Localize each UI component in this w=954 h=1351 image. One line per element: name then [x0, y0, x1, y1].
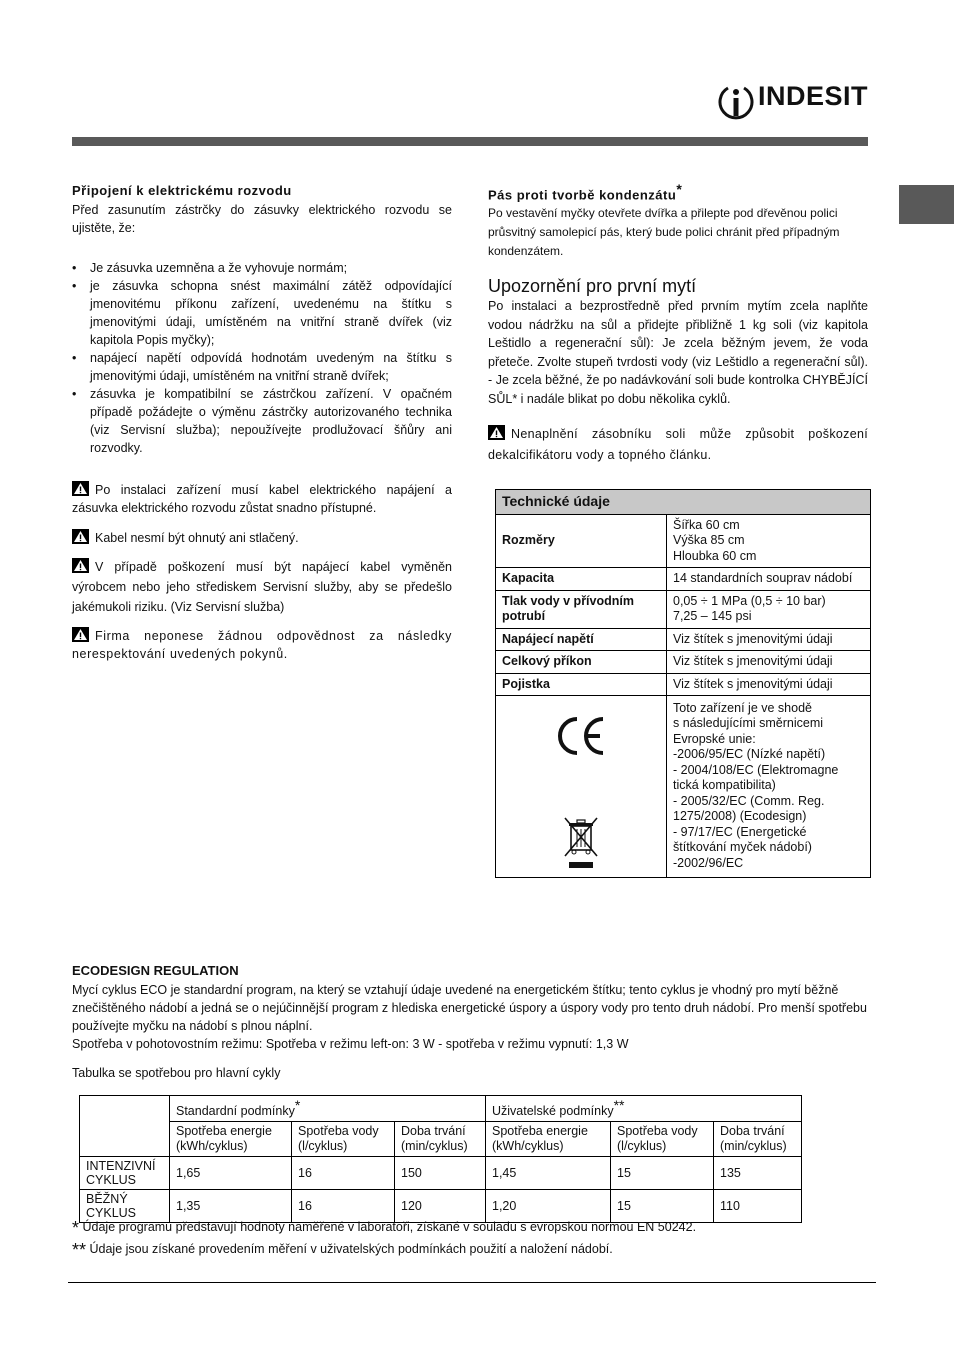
electrical-connection-section [72, 182, 452, 237]
strip-text: Po vestavění myčky otevřete dvířka a přilepte pod dřevěnou polici průsvitný samolepicí pás, který bude polici chránit před případným kondenzátem. [488, 206, 840, 259]
table-row [496, 651, 871, 674]
list-item: • napájecí napětí odpovídá hodnotám uvedeným na štítku s jmenovitými údaji, umístěném na vnitřní straně dvířek; [72, 349, 452, 385]
section-heading: Připojení k elektrickému rozvodu [72, 183, 292, 198]
row-label: Celkový příkon [496, 651, 667, 674]
table-cell: 15 [611, 1157, 714, 1190]
warning-icon [488, 425, 505, 440]
row-label: INTENZIVNÍ CYKLUS [80, 1157, 170, 1190]
eco-text: Mycí cyklus ECO je standardní program, na který se vztahují údaje uvedené na energetickém štítku; tento cyklus je vhodný pro mytí běžně znečištěného nádobí a jedná se o nejúčinnější program z hlediska energetické úspory a úspory vody pro tento druh nádobí. Pro menší spotřebu používejte myčku na nádobí s plnou náplní. [72, 983, 867, 1033]
row-label: Tlak vody v přívodním potrubí [496, 590, 667, 628]
row-label: Pojistka [496, 673, 667, 696]
table-cell: 1,65 [170, 1157, 292, 1190]
weee-crossed-bin-icon [563, 816, 599, 870]
empty-header-cell [80, 1096, 170, 1157]
requirements-list-wrap [72, 259, 452, 457]
warning-note [72, 481, 452, 517]
warning-text: V případě poškození musí být napájecí kabel vyměněn výrobcem nebo jeho střediskem Servisní služby, aby se předešlo jakémukoli riziku. (Viz Servisní služba) [72, 560, 452, 614]
group-header-user: Uživatelské podmínky** [486, 1096, 802, 1122]
row-value: Viz štítek s jmenovitými údaji [667, 628, 871, 651]
consumption-table [79, 1095, 802, 1223]
table-cell: 150 [395, 1157, 486, 1190]
table-row [496, 696, 871, 878]
requirements-list [72, 259, 452, 457]
brand-logo [718, 81, 870, 124]
ce-mark-icon [555, 715, 607, 757]
intro-text: Před zasunutím zástrčky do zásuvky elektrického rozvodu se ujistěte, že: [72, 203, 452, 235]
table-row [496, 673, 871, 696]
column-header: Spotřeba energie (kWh/cyklus) [170, 1122, 292, 1157]
table-cell: 16 [292, 1157, 395, 1190]
column-header: Doba trvání (min/cyklus) [395, 1122, 486, 1157]
table-cell: 1,35 [170, 1190, 292, 1223]
row-label: Rozměry [496, 514, 667, 568]
header-bar [72, 137, 868, 146]
column-header: Doba trvání (min/cyklus) [714, 1122, 802, 1157]
table-row [496, 628, 871, 651]
ecodesign-section [72, 962, 872, 1082]
column-header: Spotřeba energie (kWh/cyklus) [486, 1122, 611, 1157]
table-cell: 135 [714, 1157, 802, 1190]
warning-text: Nenaplnění zásobníku soli může způsobit poškození dekalcifikátoru vody a topného článku. [488, 427, 868, 462]
footnote: * Údaje programu představují hodnoty naměřené v laboratoři, získané v souladu s evropskou normou EN 50242. [72, 1218, 697, 1238]
table-cell: 16 [292, 1190, 395, 1223]
warning-icon [72, 558, 89, 573]
row-value: Viz štítek s jmenovitými údaji [667, 673, 871, 696]
table-cell: 15 [611, 1190, 714, 1223]
list-item: • Je zásuvka uzemněna a že vyhovuje normám; [72, 259, 452, 277]
row-value: Šířka 60 cm Výška 85 cm Hloubka 60 cm [667, 514, 871, 568]
section-heading: Upozornění pro první mytí [488, 276, 697, 296]
row-label: Kapacita [496, 568, 667, 591]
section-heading: Pás proti tvorbě kondenzátu* [488, 181, 683, 203]
warning-note [72, 529, 452, 547]
group-header-standard: Standardní podmínky* [170, 1096, 486, 1122]
language-tab [899, 185, 954, 224]
footer-rule [68, 1282, 876, 1283]
warning-note [72, 627, 452, 663]
indesit-logo-icon [718, 84, 754, 124]
certification-marks [496, 696, 667, 878]
warning-icon [72, 481, 89, 496]
table-row [496, 514, 871, 568]
warning-icon [72, 529, 89, 544]
table-cell: 110 [714, 1190, 802, 1223]
table-row [496, 568, 871, 591]
row-value: Viz štítek s jmenovitými údaji [667, 651, 871, 674]
list-item: • je zásuvka schopna snést maximální zátěž odpovídající jmenovitému příkonu zařízení, uvedenému na štítku s jmenovitými údaji, umístěném na vnitřní straně dvířek (viz kapitola Popis myčky); [72, 277, 452, 349]
table-row [80, 1157, 802, 1190]
row-label: BĚŽNÝ CYKLUS [80, 1190, 170, 1223]
warning-note [488, 424, 868, 466]
table-heading: Technické údaje [496, 490, 871, 515]
list-item: • zásuvka je kompatibilní se zástrčkou zařízení. V opačném případě požádejte o výměnu zástrčky autorizovaného technika (viz Servisní služba); nepoužívejte prodlužovací šňůry ani rozvodky. [72, 385, 452, 457]
table-title: Tabulka se spotřebou pro hlavní cykly [72, 1066, 281, 1080]
first-wash-text: Po instalaci a bezprostředně před prvním mytím zcela naplňte vodou nádržku na sůl a přidejte přibližně 1 kg soli (viz kapitola Leštidlo a regenerační sůl): Je zcela běžným jevem, že voda přeteče. Zvolte stupeň tvrdosti vody (viz Leštidlo a regenerační sůl). - Je zcela běžné, že po nadávkování soli bude kontrolka CHYBĚJÍCÍ SŮL* i nadále blikat po dobu několika cyklů. [488, 299, 868, 406]
brand-name: INDESIT [758, 81, 869, 111]
technical-data-table [495, 489, 871, 878]
table-cell: 1,20 [486, 1190, 611, 1223]
row-value: 0,05 ÷ 1 MPa (0,5 ÷ 10 bar) 7,25 – 145 psi [667, 590, 871, 628]
row-value: 14 standardních souprav nádobí [667, 568, 871, 591]
first-wash-section [488, 277, 868, 408]
warning-text: Firma neponese žádnou odpovědnost za následky nerespektování uvedených pokynů. [72, 629, 452, 661]
column-header: Spotřeba vody (l/cyklus) [292, 1122, 395, 1157]
column-header: Spotřeba vody (l/cyklus) [611, 1122, 714, 1157]
footnote: ** Údaje jsou získané provedením měření v uživatelských podmínkách použití a naložení nádobí. [72, 1240, 613, 1260]
row-label: Napájecí napětí [496, 628, 667, 651]
warning-text: Po instalaci zařízení musí kabel elektrického napájení a zásuvka elektrického rozvodu zůstat snadno přístupné. [72, 483, 452, 515]
table-row [496, 590, 871, 628]
table-cell: 1,45 [486, 1157, 611, 1190]
warning-icon [72, 627, 89, 642]
compliance-text: Toto zařízení je ve shodě s následujícími směrnicemi Evropské unie: -2006/95/EC (Nízké napětí) - 2004/108/EC (Elektromagne tická kompatibilita) - 2005/32/EC (Comm. Reg. 1275/2008) (Ecodesign) - 97/17/EC (Energetické štítkování myček nádobí) -2002/96/EC [667, 696, 871, 878]
warning-text: Kabel nesmí být ohnutý ani stlačený. [95, 531, 299, 545]
warning-note [72, 557, 452, 617]
condensation-strip-section [488, 180, 868, 261]
section-heading: ECODESIGN REGULATION [72, 963, 239, 978]
standby-text: Spotřeba v pohotovostním režimu: Spotřeba v režimu left-on: 3 W - spotřeba v režimu vypnutí: 1,3 W [72, 1037, 629, 1051]
table-cell: 120 [395, 1190, 486, 1223]
